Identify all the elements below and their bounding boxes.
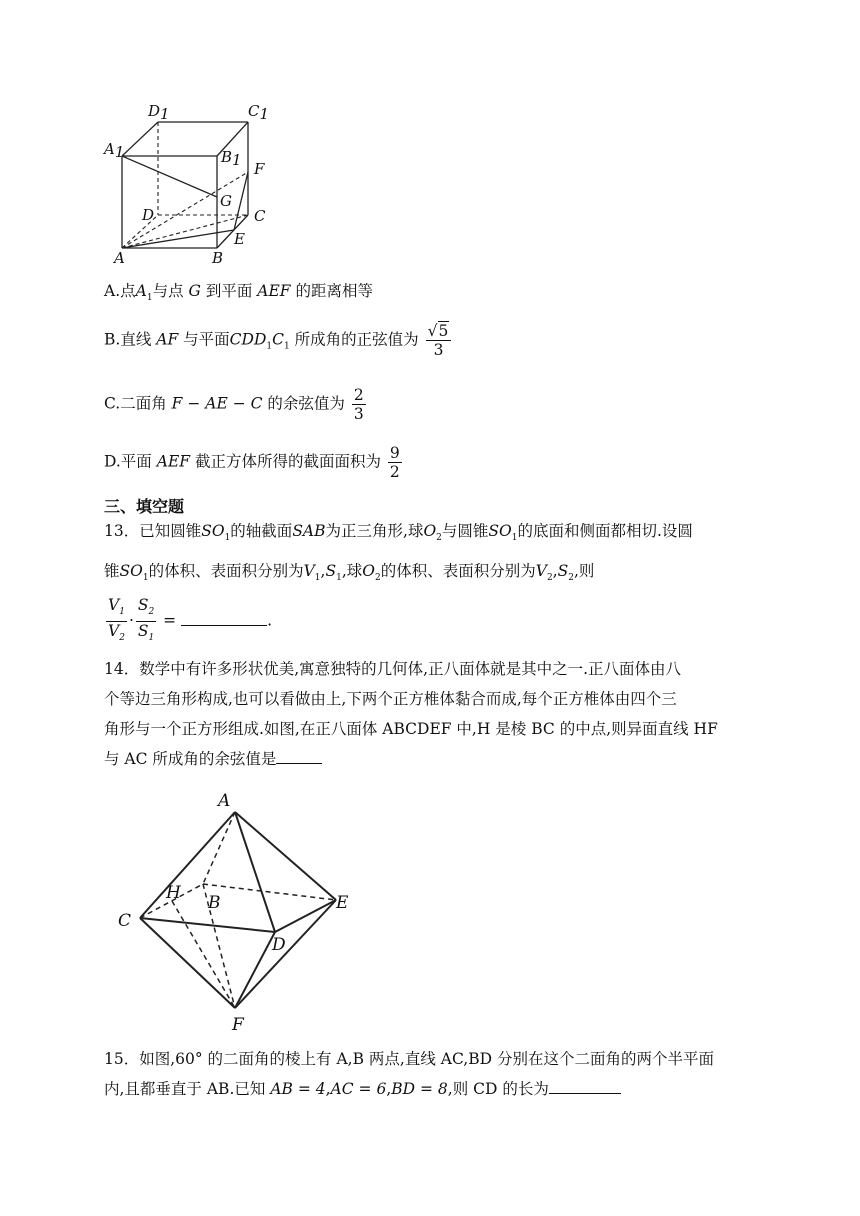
option-b: B.直线 AF 与平面$CDD_1C_1$ 所成角的正弦值为 $\frac{√5}{3}$ (104, 322, 453, 359)
label-B: B (212, 249, 224, 267)
q13-line1: 13．已知圆锥$SO_1$的轴截面SAB为正三角形,球$O_2$与圆锥$SO_1$的底面和侧面都相切.设圆 (104, 522, 693, 544)
q13-answer-blank[interactable] (181, 611, 267, 626)
octa-label-B: B (208, 893, 221, 913)
octa-label-F: F (232, 1015, 244, 1035)
option-c: C.二面角 F − AE − C 的余弦值为 $\frac{2}{3}$ (104, 386, 364, 423)
label-D: D (142, 206, 155, 224)
label-G: G (220, 192, 232, 210)
label-F: F (254, 160, 265, 178)
label-A1: A1 (104, 140, 125, 161)
q14-text: 14．数学中有许多形状优美,寓意独特的几何体,正八面体就是其中之一.正八面体由八 个等边三角形构成,也可以看做由上,下两个正方椎体黏合而成,每个正方椎体由四个三 角形与一个正方形组成.如图,在正八面体 ABCDEF 中,H 是棱 BC 的中点,则异面直线 HF 与 AC 所成角的余弦值是 (104, 660, 718, 768)
octa-label-C: C (118, 911, 132, 931)
q13-expression: $\frac{V_1}{V_2}$ · $\frac{S_2}{S_1}$ = . (104, 596, 272, 647)
option-d: D.平面 AEF 截正方体所得的截面面积为 $\frac{9}{2}$ (104, 444, 400, 481)
fraction-9-over-2: $\frac{9}{2}$ (389, 444, 400, 481)
label-D1: D1 (148, 102, 170, 123)
q13-line2: 锥$SO_1$的体积、表面积分别为$V_1,S_1$,球$O_2$的体积、表面积分别为$V_2,S_2$,则 (104, 562, 595, 584)
fraction-2-over-3: $\frac{2}{3}$ (353, 386, 364, 423)
section-title: 三、填空题 (104, 497, 185, 516)
option-a: A.点$A_1$与点 G 到平面 AEF 的距离相等 (104, 282, 374, 304)
octa-label-H: H (166, 883, 181, 903)
label-B1: B1 (221, 148, 242, 169)
q15-answer-blank[interactable] (549, 1079, 621, 1094)
octa-label-D: D (272, 935, 286, 955)
label-C: C (254, 207, 266, 225)
octahedron-figure (110, 786, 370, 1036)
label-C1: C1 (248, 102, 270, 123)
fraction-s2-s1: $\frac{S_2}{S_1}$ (137, 596, 155, 644)
octa-label-A: A (218, 791, 231, 811)
fraction-sqrt5-over-3: $\frac{√5}{3}$ (426, 322, 452, 359)
cube-figure (100, 100, 290, 270)
q14-answer-blank[interactable] (276, 749, 322, 764)
fraction-v1-v2: $\frac{V_1}{V_2}$ (108, 596, 125, 644)
q15-text: 15．如图,60° 的二面角的棱上有 A,B 两点,直线 AC,BD 分别在这个二面角的两个半平面 内,且都垂直于 AB.已知 AB = 4,AC = 6,BD = 8,则 CD 的长为 (104, 1050, 714, 1098)
octa-label-E: E (336, 893, 349, 913)
label-E: E (234, 230, 245, 248)
label-A: A (114, 249, 125, 267)
